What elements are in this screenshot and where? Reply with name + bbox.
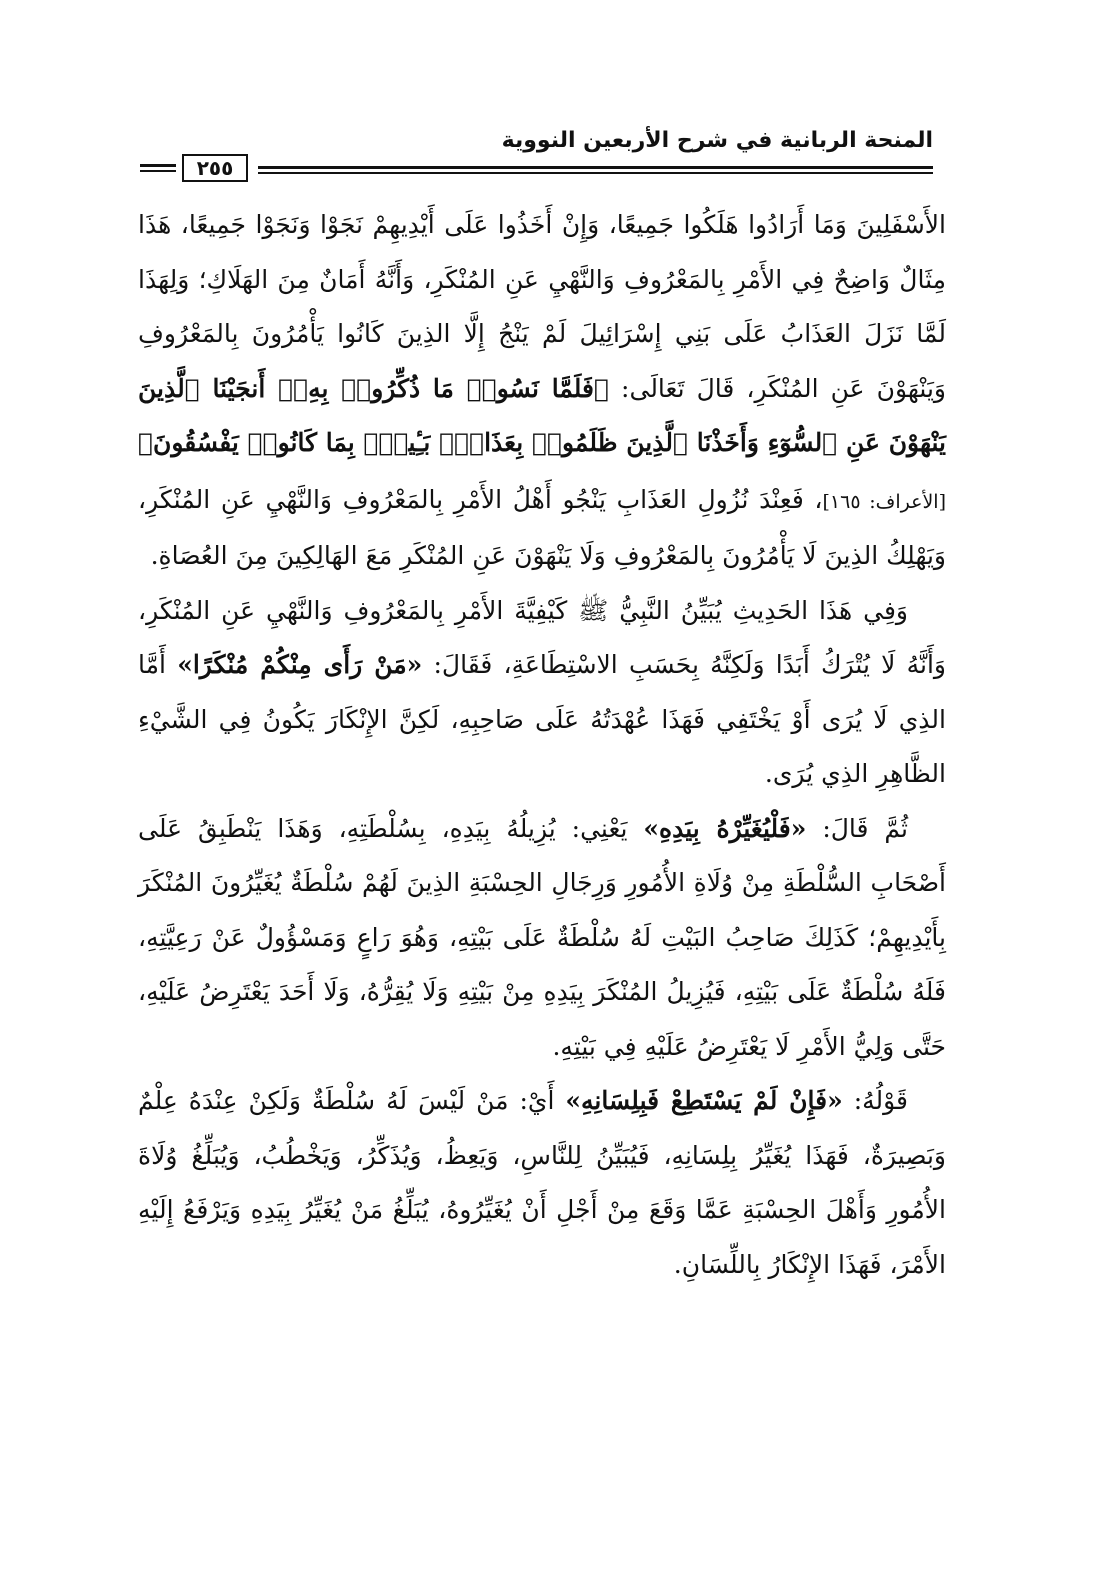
running-header-title: المنحة الربانية في شرح الأربعين النووية <box>501 128 933 153</box>
page-number: ٢٥٥ <box>182 154 248 182</box>
paragraph-4 <box>138 1074 946 1292</box>
header-rule <box>258 166 933 169</box>
body-text <box>138 198 946 1292</box>
hadith-quote: «فَإِنْ لَمْ يَسْتَطِعْ فَبِلِسَانِهِ» <box>565 1086 843 1115</box>
paragraph-1 <box>138 198 946 584</box>
text-run: قَوْلُهُ: <box>842 1086 909 1115</box>
quran-verse: ﴿فَلَمَّا نَسُوا۟ مَا ذُكِّرُوا۟ بِهِۦٓ أَنجَيْنَا ٱلَّذِينَ يَنْهَوْنَ عَنِ ٱلسُّوٓءِ وَأَخَذْنَا ٱلَّذِينَ ظَلَمُوا۟ بِعَذَابٍۭ بَـِٔيسٍۭ بِمَا كَانُوا۟ يَفْسُقُونَ﴾ <box>138 373 946 457</box>
text-run: ، فَعِنْدَ نُزُولِ العَذَابِ يَنْجُو أَهْلُ الأَمْرِ بِالمَعْرُوفِ وَالنَّهْيِ عَنِ المُنْكَرِ، وَيَهْلِكُ الذِينَ لَا يَأْمُرُونَ بِالمَعْرُوفِ وَلَا يَنْهَوْنَ عَنِ المُنْكَرِ مَعَ الهَالِكِينَ مِنَ العُصَاةِ. <box>138 484 946 570</box>
text-run: ثُمَّ قَالَ: <box>806 813 909 843</box>
hadith-quote: «مَنْ رَأَى مِنْكُمْ مُنْكَرًا» <box>177 650 423 679</box>
header-rule-left <box>140 164 176 167</box>
text-run: يَعْنِي: يُزِيلُهُ بِيَدِهِ، بِسُلْطَتِهِ، وَهَذَا يَنْطَبِقُ عَلَى أَصْحَابِ السُّلْطَةِ مِنْ وُلَاةِ الأُمُورِ وَرِجَالِ الحِسْبَةِ الذِينَ لَهُمْ سُلْطَةٌ يُغَيِّرُونَ المُنْكَرَ بِأَيْدِيهِمْ؛ كَذَلِكَ صَاحِبُ البَيْتِ لَهُ سُلْطَةٌ عَلَى بَيْتِهِ، وَهُوَ رَاعٍ وَمَسْؤُولٌ عَنْ رَعِيَّتِهِ، فَلَهُ سُلْطَةٌ عَلَى بَيْتِهِ، فَيُزِيلُ المُنْكَرَ بِيَدِهِ مِنْ بَيْتِهِ وَلَا يُقِرُّهُ، وَلَا أَحَدَ يَعْتَرِضُ عَلَيْهِ، حَتَّى وَلِيُّ الأَمْرِ لَا يَعْتَرِضُ عَلَيْهِ فِي بَيْتِهِ. <box>138 813 946 1061</box>
text-run: أَمَّا الذِي لَا يُرَى أَوْ يَخْتَفِي فَهَذَا عُهْدَتُهُ عَلَى صَاحِبِهِ، لَكِنَّ الإِنْكَارَ يَكُونُ فِي الشَّيْءِ الظَّاهِرِ الذِي يُرَى. <box>138 650 946 788</box>
paragraph-3 <box>138 802 946 1075</box>
verse-reference: [الأعراف: ١٦٥] <box>822 490 946 513</box>
paragraph-2 <box>138 584 946 802</box>
text-run: أَيْ: مَنْ لَيْسَ لَهُ سُلْطَةٌ وَلَكِنْ عِنْدَهُ عِلْمٌ وَبَصِيرَةٌ، فَهَذَا يُغَيِّرُ بِلِسَانِهِ، فَيُبَيِّنُ لِلنَّاسِ، وَيَعِظُ، وَيُذَكِّرُ، وَيَخْطُبُ، وَيُبَلِّغُ وُلَاةَ الأُمُورِ وَأَهْلَ الحِسْبَةِ عَمَّا وَقَعَ مِنْ أَجْلِ أَنْ يُغَيِّرُوهُ، يُبَلِّغُ مَنْ يُغَيِّرُ بِيَدِهِ وَيَرْفَعُ إِلَيْهِ الأَمْرَ، فَهَذَا الإِنْكَارُ بِاللِّسَانِ. <box>138 1086 946 1279</box>
hadith-quote: «فَلْيُغَيِّرْهُ بِيَدِهِ» <box>643 813 807 843</box>
text-run: الأَسْفَلِينَ وَمَا أَرَادُوا هَلَكُوا جَمِيعًا، وَإِنْ أَخَذُوا عَلَى أَيْدِيهِمْ نَجَوْا وَنَجَوْا جَمِيعًا، هَذَا مِثَالٌ وَاضِحٌ فِي الأَمْرِ بِالمَعْرُوفِ وَالنَّهْيِ عَنِ المُنْكَرِ، وَأَنَّهُ أَمَانٌ مِنَ الهَلَاكِ؛ وَلِهَذَا لَمَّا نَزَلَ العَذَابُ عَلَى بَنِي إِسْرَائِيلَ لَمْ يَنْجُ إِلَّا الذِينَ كَانُوا يَأْمُرُونَ بِالمَعْرُوفِ وَيَنْهَوْنَ عَنِ المُنْكَرِ، قَالَ تَعَالَى: <box>138 210 946 403</box>
text-run: وَفِي هَذَا الحَدِيثِ يُبَيِّنُ النَّبِيُّ ﷺ كَيْفِيَّةَ الأَمْرِ بِالمَعْرُوفِ وَالنَّهْيِ عَنِ المُنْكَرِ، وَأَنَّهُ لَا يُتْرَكُ أَبَدًا وَلَكِنَّهُ بِحَسَبِ الاسْتِطَاعَةِ، فَقَالَ: <box>138 595 946 679</box>
